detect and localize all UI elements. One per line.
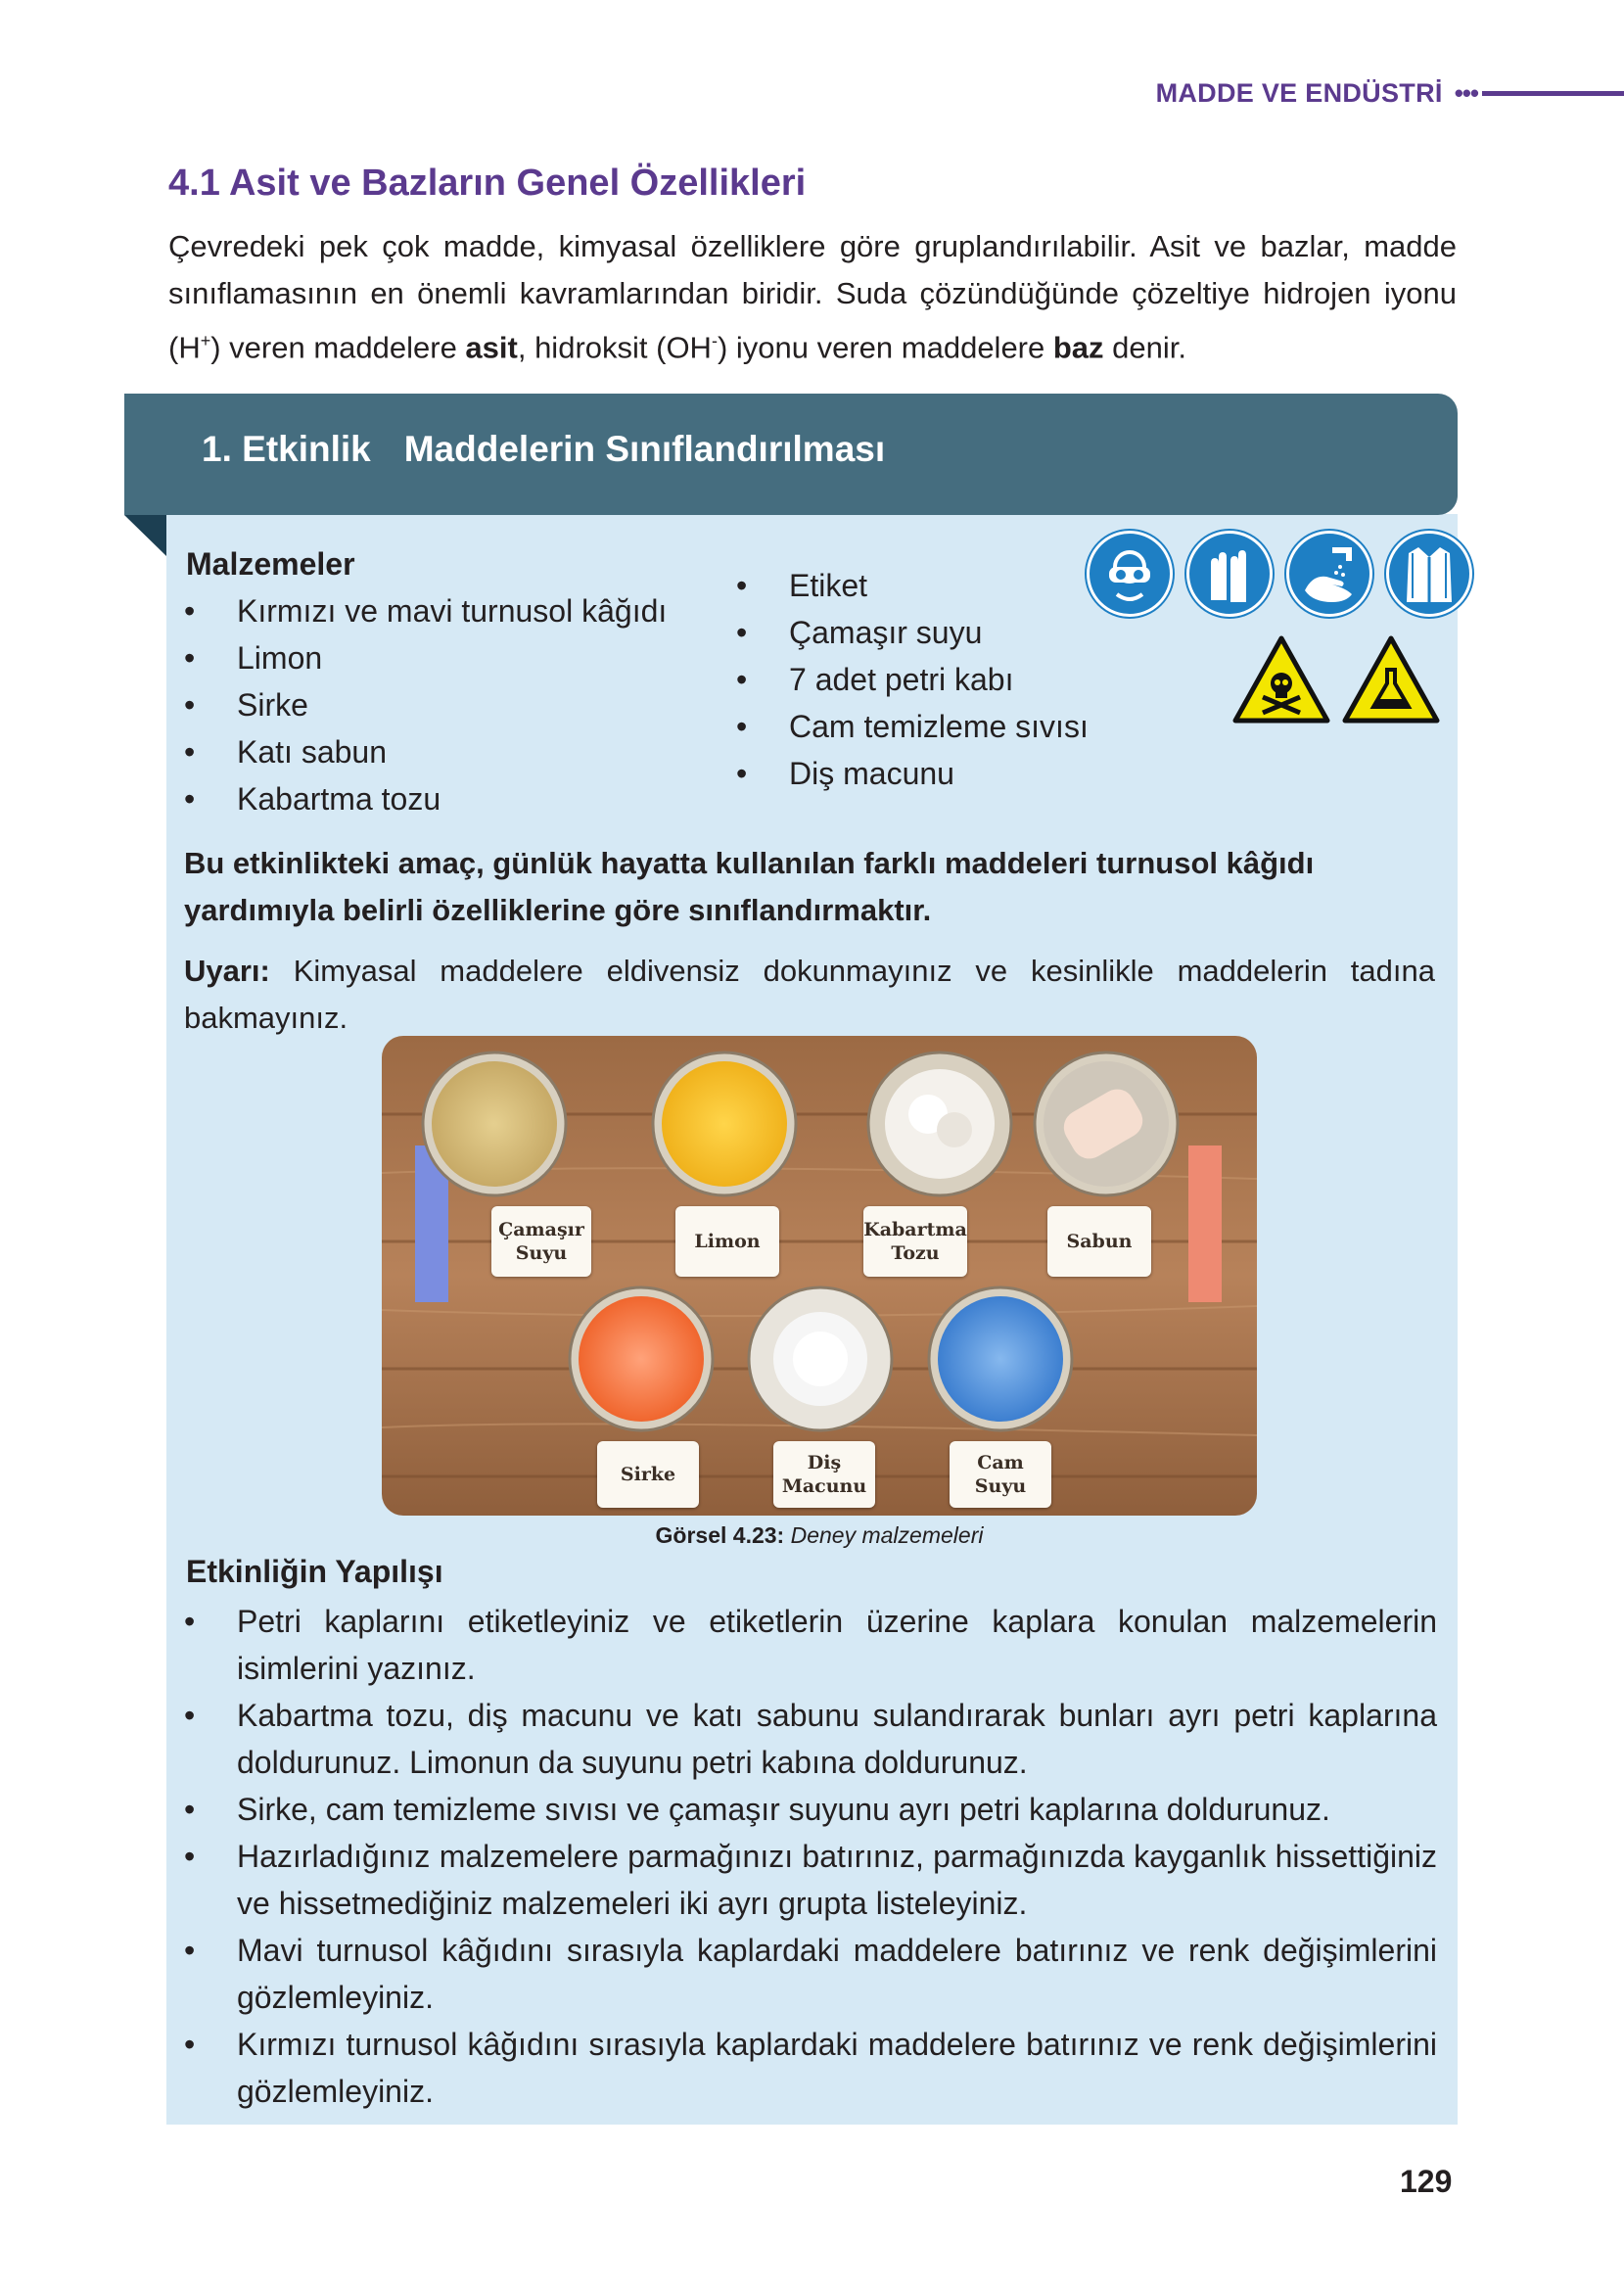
list-item: • Diş macunu <box>736 750 1089 797</box>
activity-number: 1. Etkinlik <box>202 429 371 469</box>
running-header <box>1156 78 1624 109</box>
hand-wash-icon <box>1286 531 1372 617</box>
intro-paragraph: Çevredeki pek çok madde, kimyasal özelliklere göre gruplandırılabilir. Asit ve bazlar, madde sınıflamasının en önemli kavramlarından biridir. Suda çözündüğünde çözeltiye hidrojen iyonu (H+) veren maddelere asit, hidroksit (OH-) iyonu veren maddelere baz denir. <box>168 229 1457 365</box>
steps-list <box>184 1598 1437 2115</box>
hazard-icons <box>1231 634 1441 725</box>
list-item: • Sirke, cam temizleme sıvısı ve çamaşır suyunu ayrı petri kaplarına doldurunuz. <box>184 1786 1437 1833</box>
list-item: • Sirke <box>184 681 667 728</box>
red-litmus-paper <box>1188 1146 1222 1302</box>
materials-list-1 <box>184 587 667 822</box>
materials-title: Malzemeler <box>186 546 355 582</box>
goggles-icon <box>1087 531 1173 617</box>
photo-label-kabartma: Kabartma Tozu <box>863 1206 967 1277</box>
list-item: • Petri kaplarını etiketleyiniz ve etiketlerin üzerine kaplara konulan malzemelerin isimlerini yazınız. <box>184 1598 1437 1692</box>
header-dots: ••• <box>1454 78 1478 108</box>
lab-coat-icon <box>1386 531 1472 617</box>
banner-fold <box>124 515 166 556</box>
page-number: 129 <box>1400 2164 1453 2199</box>
header-rule <box>1482 91 1624 96</box>
warning-label: Uyarı: <box>184 954 270 988</box>
gloves-icon <box>1186 531 1273 617</box>
list-item: • Mavi turnusol kâğıdını sırasıyla kaplardaki maddelere batırınız ve renk değişimlerini gözlemleyiniz. <box>184 1927 1437 2021</box>
materials-list-2 <box>736 562 1089 797</box>
safety-icons <box>1087 531 1472 617</box>
photo-label-sirke: Sirke <box>597 1441 699 1508</box>
warning-text: Uyarı: Kimyasal maddelere eldivensiz dokunmayınız ve kesinlikle maddelerin tadına bakmayınız. <box>184 954 1435 1035</box>
photo-label-limon: Limon <box>675 1206 779 1277</box>
activity-aim: Bu etkinlikteki amaç, günlük hayatta kullanılan farklı maddeleri turnusol kâğıdı yardımıyla belirli özelliklerine göre sınıflandırmaktır. <box>184 846 1315 927</box>
section-title: 4.1 Asit ve Bazların Genel Özellikleri <box>168 163 807 204</box>
toxic-hazard-icon <box>1231 634 1331 725</box>
photo-label-sabun: Sabun <box>1047 1206 1151 1277</box>
list-item: • Cam temizleme sıvısı <box>736 703 1089 750</box>
list-item: • Kırmızı turnusol kâğıdını sırasıyla kaplardaki maddelere batırınız ve renk değişimlerini gözlemleyiniz. <box>184 2021 1437 2115</box>
list-item: • 7 adet petri kabı <box>736 656 1089 703</box>
experiment-photo <box>382 1036 1257 1516</box>
list-item: • Kabartma tozu <box>184 775 667 822</box>
running-title: MADDE VE ENDÜSTRİ <box>1155 78 1443 108</box>
list-item: • Çamaşır suyu <box>736 609 1089 656</box>
list-item: • Katı sabun <box>184 728 667 775</box>
photo-label-dis: Diş Macunu <box>773 1441 875 1508</box>
activity-title: Maddelerin Sınıflandırılması <box>403 429 886 469</box>
activity-heading <box>202 429 885 470</box>
list-item: • Limon <box>184 634 667 681</box>
chemical-hazard-icon <box>1341 634 1441 725</box>
photo-label-cam: Cam Suyu <box>950 1441 1051 1508</box>
steps-title: Etkinliğin Yapılışı <box>186 1554 443 1589</box>
photo-label-camasir: Çamaşır Suyu <box>491 1206 591 1277</box>
list-item: • Hazırladığınız malzemelere parmağınızı batırınız, parmağınızda kayganlık hissettiğiniz ve hissetmediğiniz malzemeleri iki ayrı grupta listeleyiniz. <box>184 1833 1437 1927</box>
list-item: • Kırmızı ve mavi turnusol kâğıdı <box>184 587 667 634</box>
list-item: • Etiket <box>736 562 1089 609</box>
photo-caption: Görsel 4.23: Deney malzemeleri <box>655 1522 984 1548</box>
list-item: • Kabartma tozu, diş macunu ve katı sabunu sulandırarak bunları ayrı petri kaplarına doldurunuz. Limonun da suyunu petri kabına doldurunuz. <box>184 1692 1437 1786</box>
